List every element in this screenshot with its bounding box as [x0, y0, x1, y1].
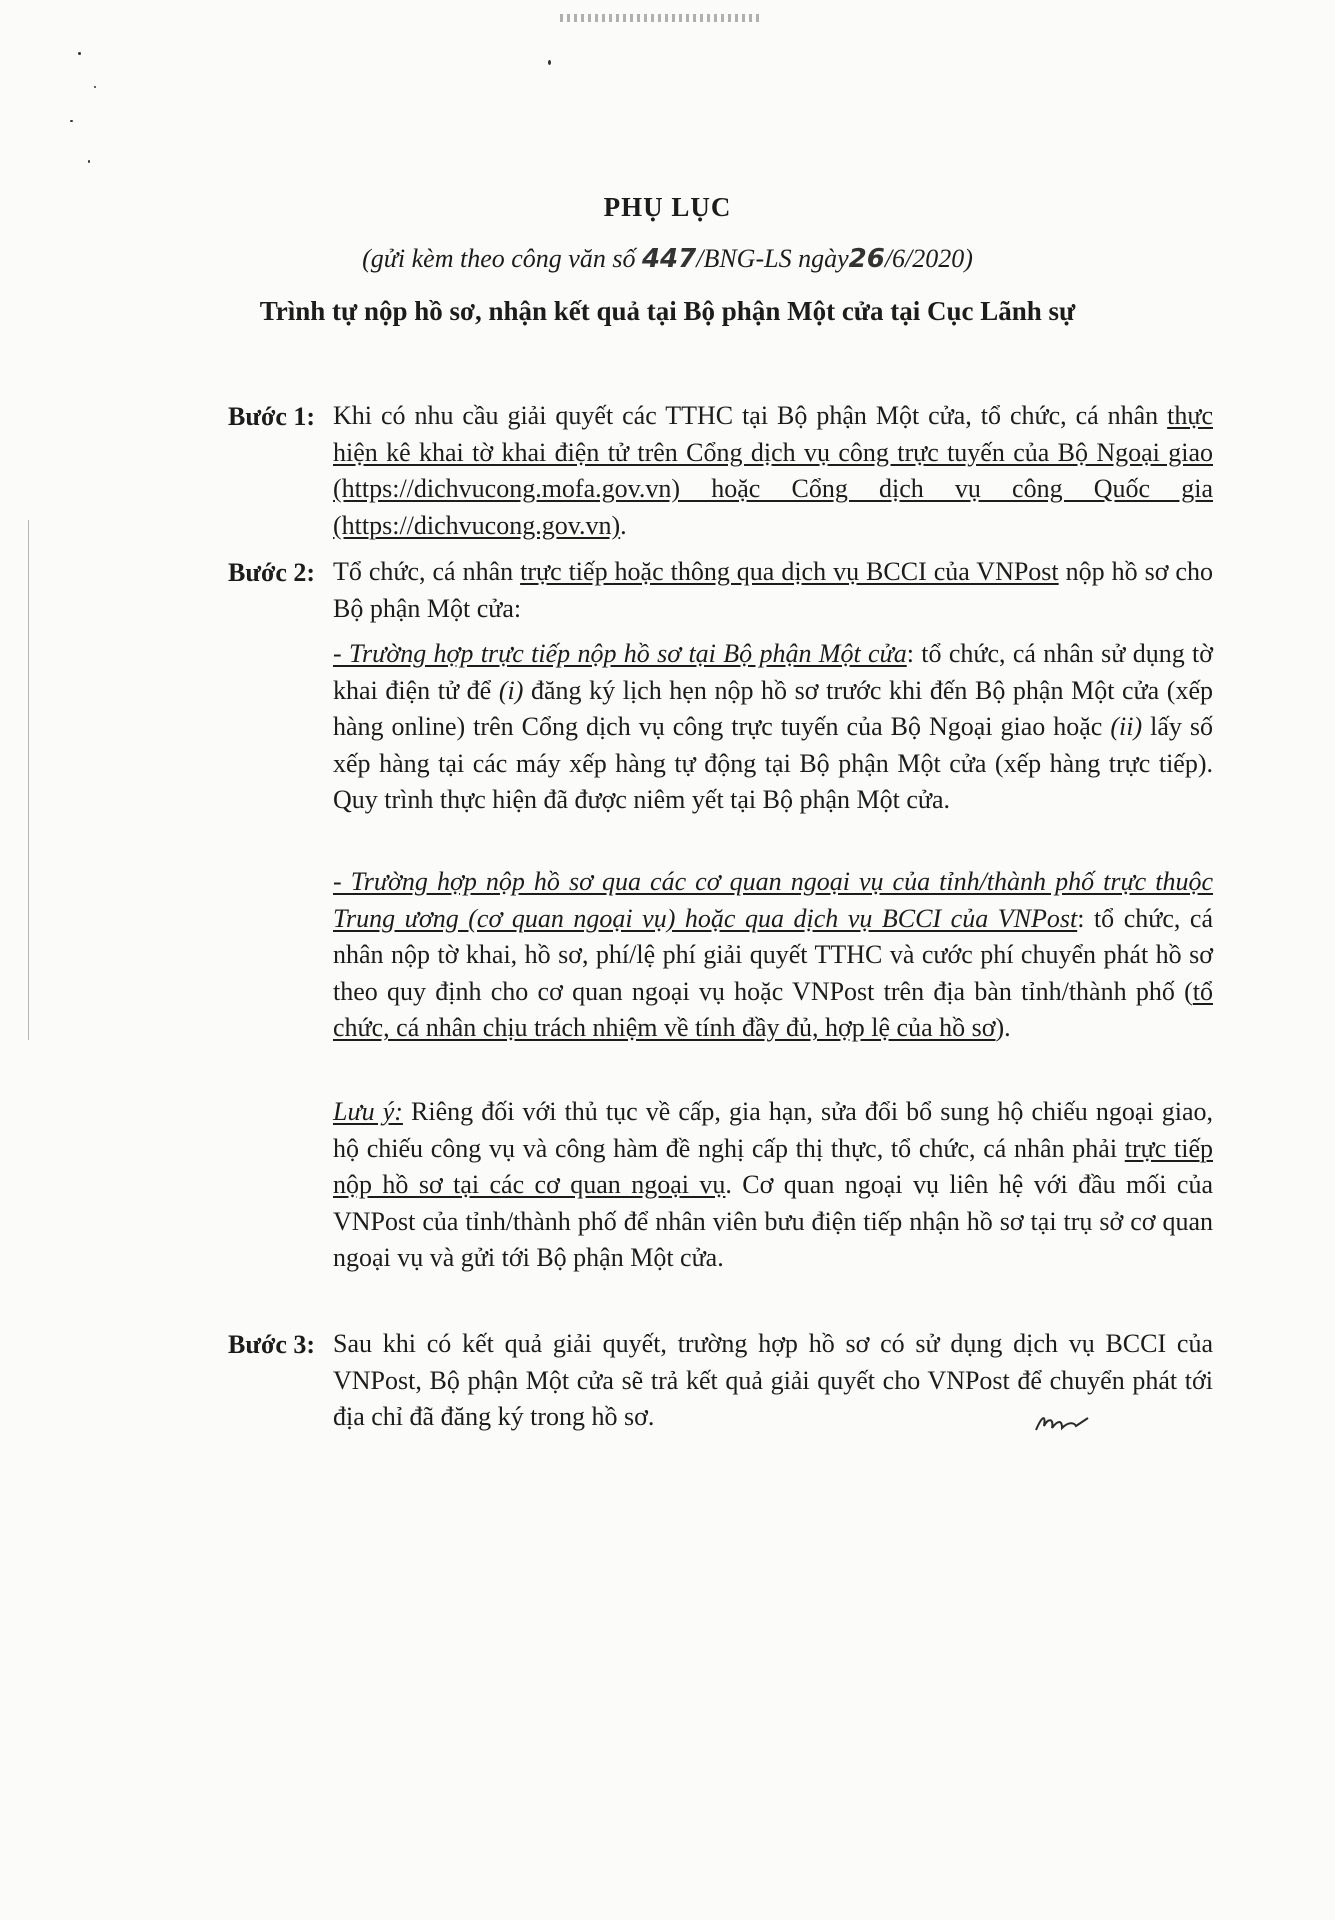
handwritten-initials [1032, 1408, 1092, 1438]
case-1-marker-i: (i) [498, 675, 524, 705]
scan-speck [88, 160, 90, 163]
case-1-text-a: : tổ chức, cá nhân sử dụng tờ khai điện tử để [333, 639, 1213, 705]
subtitle-middle: /BNG-LS ngày [696, 244, 849, 273]
step-2-note [333, 1094, 1213, 1277]
step-2-intro-a: Tổ chức, cá nhân [333, 557, 521, 586]
document-heading: Trình tự nộp hồ sơ, nhận kết quả tại Bộ phận Một cửa tại Cục Lãnh sự [259, 296, 1076, 326]
step-2-case-2 [333, 864, 1213, 1047]
scan-noise [560, 14, 760, 22]
case-1-text-b: đăng ký lịch hẹn nộp hồ sơ trước khi đến Bộ phận Một cửa (xếp hàng online) trên Cổng dịch vụ công trực tuyến của Bộ Ngoại giao hoặc [333, 675, 1213, 741]
case-2-text-a: : tổ chức, cá nhân nộp tờ khai, hồ sơ, phí/lệ phí giải quyết TTHC và cước phí chuyển phát hồ sơ theo quy định cho cơ quan ngoại vụ hoặc VNPost trên địa bàn tỉnh/thành phố ( [333, 903, 1213, 1006]
step-3-label: Bước 3: [228, 1330, 316, 1359]
case-1-marker-ii: (ii) [1110, 712, 1143, 741]
scan-speck [94, 86, 96, 88]
handwritten-number: 447 [641, 244, 697, 274]
step-2-intro-underlined: trực tiếp hoặc thông qua dịch vụ BCCI của VNPost [520, 557, 1059, 586]
step-1-text-b: . [620, 510, 627, 540]
step-3-text: Sau khi có kết quả giải quyết, trường hợp hồ sơ có sử dụng dịch vụ BCCI của VNPost, Bộ phận Một cửa sẽ trả kết quả giải quyết cho VNPost để chuyển phát tới địa chỉ đã đăng ký trong hồ sơ. [333, 1329, 1213, 1431]
step-2-label: Bước 2: [228, 558, 316, 587]
note-label: Lưu ý: [333, 1097, 403, 1126]
step-1-underlined: thực hiện kê khai tờ khai điện tử trên Cổng dịch vụ công trực tuyến của Bộ Ngoại giao (https://dichvucong.mofa.gov.vn) hoặc Cổng dịch vụ công Quốc gia (https://dichvucong.gov.vn) [333, 401, 1213, 540]
step-1-text-a: Khi có nhu cầu giải quyết các TTHC tại Bộ phận Một cửa, tổ chức, cá nhân [333, 401, 1168, 430]
step-2-intro [333, 554, 1213, 627]
step-1-label: Bước 1: [228, 402, 316, 431]
step-2-intro-b: nộp hồ sơ cho Bộ phận Một cửa: [333, 557, 1213, 623]
case-1-title: - Trường hợp trực tiếp nộp hồ sơ tại Bộ phận Một cửa [333, 639, 907, 668]
document-subtitle [0, 244, 1335, 274]
step-2-case-1 [333, 636, 1213, 819]
note-text-a: Riêng đối với thủ tục về cấp, gia hạn, sửa đổi bổ sung hộ chiếu ngoại giao, hộ chiếu công vụ và công hàm đề nghị cấp thị thực, tổ chức, cá nhân phải [333, 1097, 1214, 1163]
scan-speck [78, 52, 81, 55]
scan-speck [548, 60, 551, 65]
case-1-text-c: lấy số xếp hàng tại các máy xếp hàng tự động tại Bộ phận Một cửa (xếp hàng trực tiếp). Quy trình thực hiện đã được niêm yết tại Bộ phận Một cửa. [333, 712, 1213, 814]
note-text-b: . Cơ quan ngoại vụ liên hệ với đầu mối của VNPost của tỉnh/thành phố để nhân viên bưu điện tiếp nhận hồ sơ tại trụ sở cơ quan ngoại vụ và gửi tới Bộ phận Một cửa. [333, 1170, 1213, 1272]
case-2-text-b: ). [995, 1013, 1011, 1042]
step-1-text [333, 398, 1213, 544]
note-underlined: trực tiếp nộp hồ sơ tại các cơ quan ngoại vụ [333, 1133, 1213, 1199]
subtitle-prefix: (gửi kèm theo công văn số [362, 244, 642, 273]
case-2-underlined: tổ chức, cá nhân chịu trách nhiệm về tính đầy đủ, hợp lệ của hồ sơ [333, 976, 1213, 1042]
document-title: PHỤ LỤC [603, 192, 732, 222]
scan-speck [70, 120, 73, 122]
scan-edge-line [28, 520, 29, 1040]
subtitle-suffix: /6/2020) [884, 244, 973, 273]
case-2-title: - Trường hợp nộp hồ sơ qua các cơ quan ngoại vụ của tỉnh/thành phố trực thuộc Trung ương (cơ quan ngoại vụ) hoặc qua dịch vụ BCCI của VNPost [333, 867, 1213, 933]
handwritten-day: 26 [848, 244, 885, 274]
